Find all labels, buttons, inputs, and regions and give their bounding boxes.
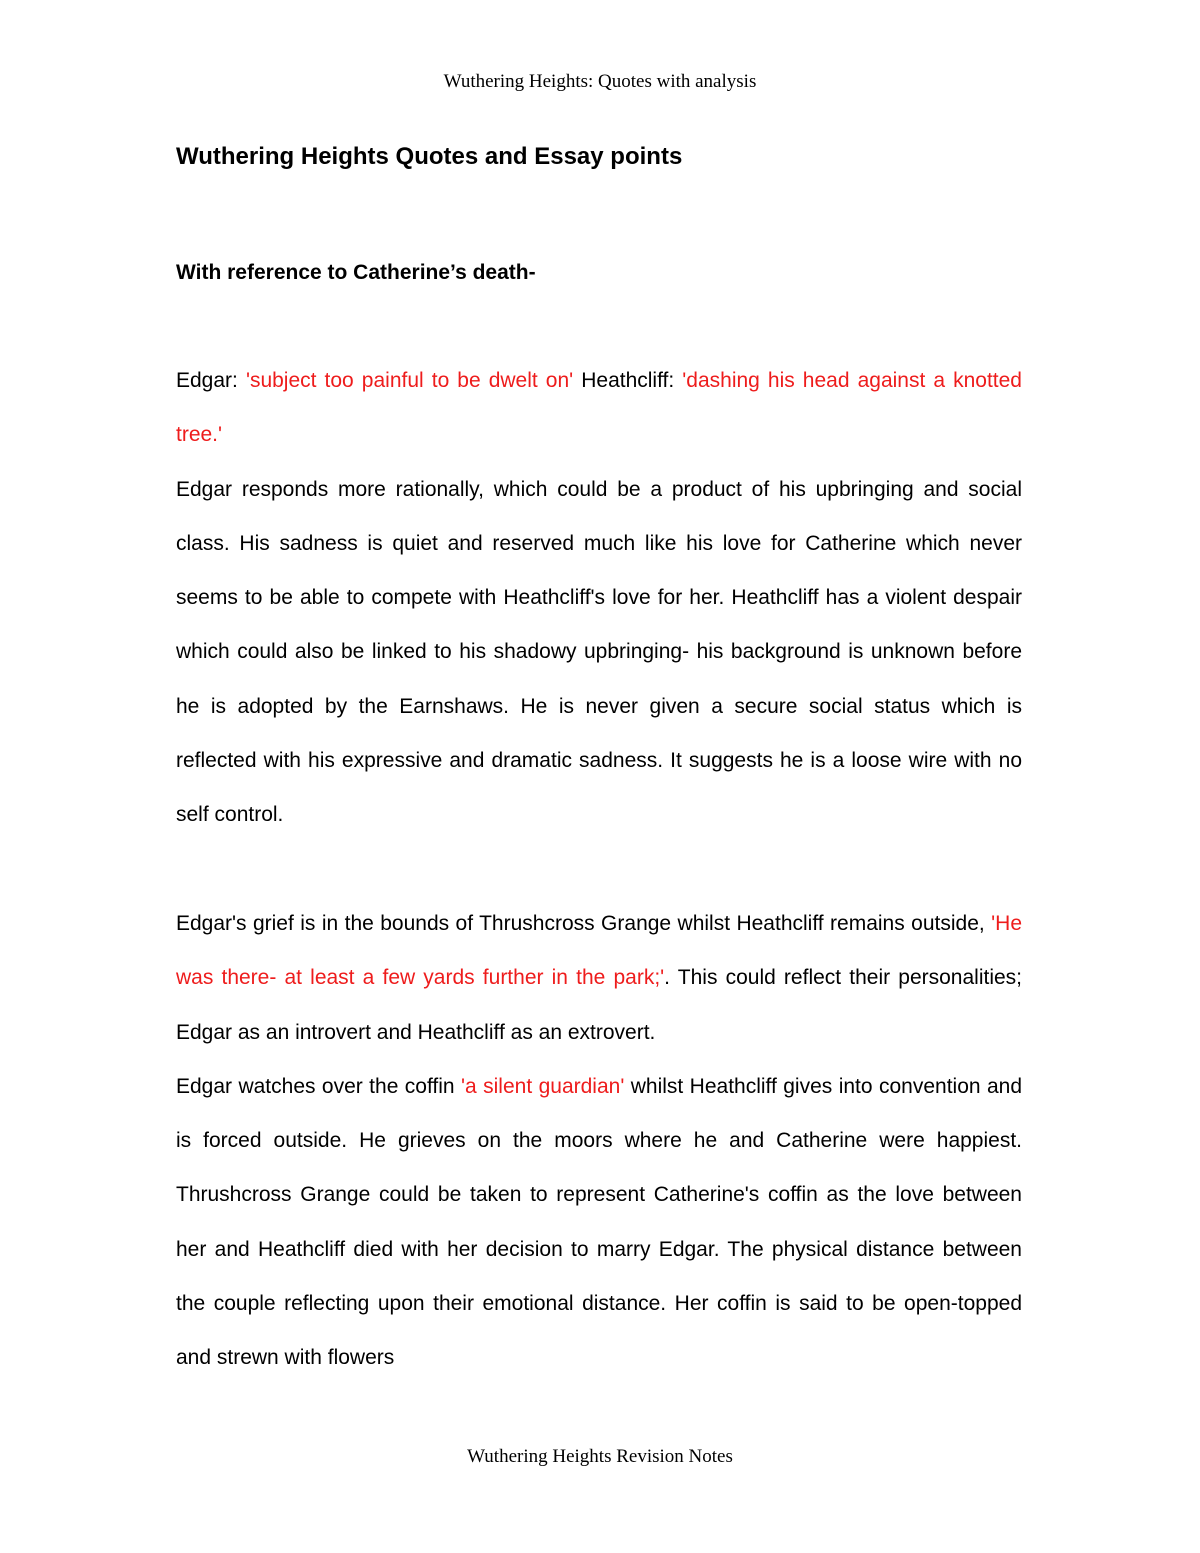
quote: 'He was there- at least a few yards further in the park;' [176, 911, 1022, 990]
page-header: Wuthering Heights: Quotes with analysis [443, 71, 757, 92]
page-footer: Wuthering Heights Revision Notes [467, 1446, 733, 1467]
paragraph-text: whilst Heathcliff gives into convention and is forced outside. He grieves on the moors where he and Catherine were happiest. Thrushcross Grange could be taken to represent Catherine's coffin as the love between her and Heathcliff died with her decision to marry Edgar. The physical distance between the couple reflecting upon their emotional distance. Her coffin is said to be open-topped and strewn with flowers [176, 1074, 1023, 1370]
paragraph-text: Edgar watches over the coffin [176, 1074, 462, 1098]
speaker-label: Edgar: [176, 369, 246, 392]
quote: 'dashing his head against a knotted tree.' [176, 369, 1022, 447]
paragraph-text: . This could reflect their personalities; Edgar as an introvert and Heathcliff as an extrovert. [176, 966, 1022, 1044]
quote: 'a silent guardian' [461, 1074, 625, 1098]
speaker-label: Heathcliff: [573, 369, 683, 392]
paragraph-analysis: Edgar responds more rationally, which could be a product of his upbringing and social class. His sadness is quiet and reserved much like his love for Catherine which never seems to be able to compete with Heathcliff's love for her. Heathcliff has a violent despair which could also be linked to his shadowy upbringing- his background is unknown before he is adopted by the Earnshaws. He is never given a secure social status which is reflected with his expressive and dramatic sadness. It suggests he is a loose wire with no self control. [176, 477, 1022, 827]
paragraph-text: Edgar's grief is in the bounds of Thrushcross Grange whilst Heathcliff remains outside, [176, 911, 992, 935]
section-heading: With reference to Catherine’s death- [176, 261, 536, 284]
document-title: Wuthering Heights Quotes and Essay points [176, 143, 683, 170]
paragraph-coffin [176, 1060, 1022, 1386]
quote: 'subject too painful to be dwelt on' [245, 369, 574, 392]
body-text [176, 354, 1022, 1386]
paragraph-grief [176, 897, 1022, 1060]
paragraph-quotes [176, 354, 1022, 463]
